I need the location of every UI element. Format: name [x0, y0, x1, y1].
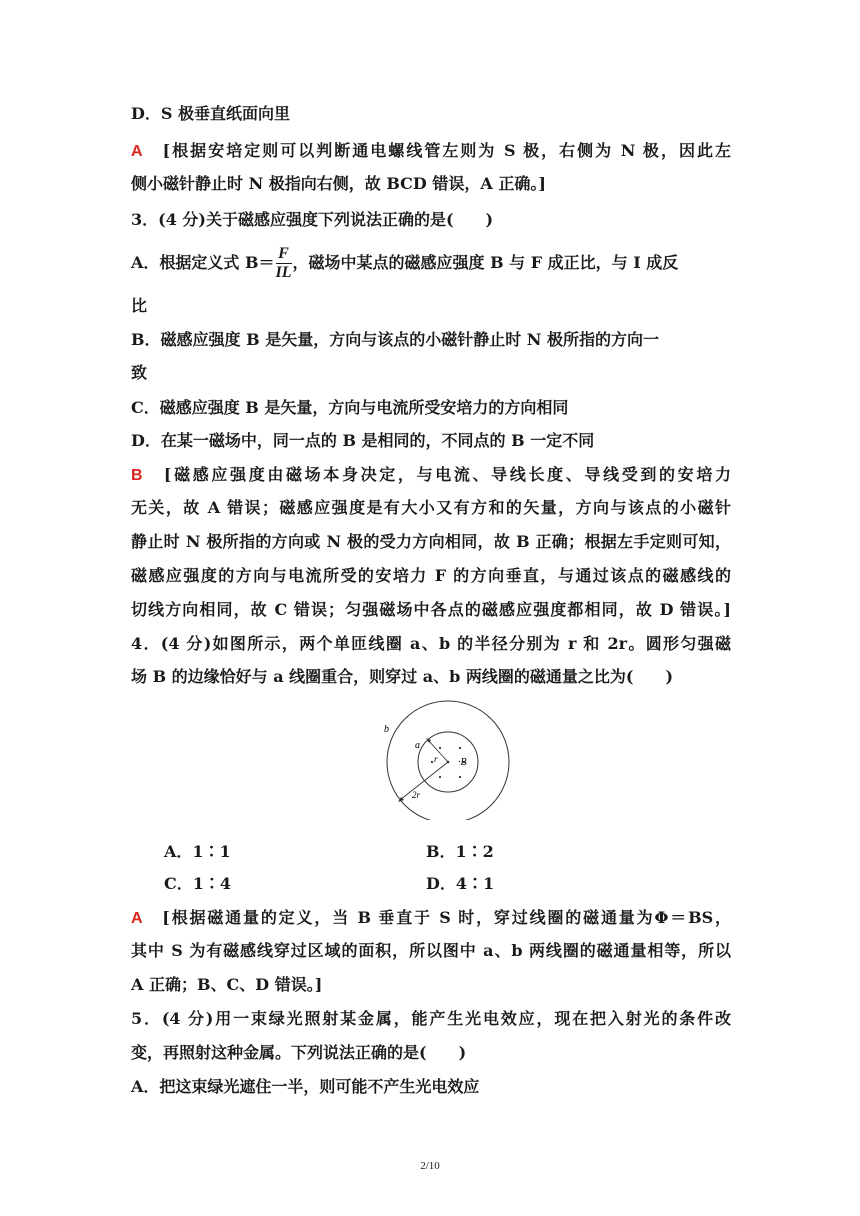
- option-a-line: A．把这束绿光遮住一半，则可能不产生光电效应: [131, 1077, 480, 1096]
- label-2r: 2r: [412, 790, 421, 800]
- wrap-line: 致: [131, 363, 148, 382]
- explanation-line: 静止时 N 极所指的方向或 N 极的受力方向相同，故 B 正确；根据左手定则可知，: [131, 532, 731, 551]
- option-a-line: A．根据定义式 B＝ $\frac{F}{IL}$ ，磁场中某点的磁感应强度 B 与 F 成正比，与 I 成反: [131, 245, 679, 281]
- explanation-line: 其中 S 为有磁感线穿过区域的面积，所以图中 a、b 两线圈的磁通量相等，所以: [131, 941, 731, 960]
- answer-letter: A: [131, 143, 143, 160]
- option-b-line: B．磁感应强度 B 是矢量，方向与该点的小磁针静止时 N 极所指的方向一: [131, 330, 659, 349]
- label-a: a: [415, 740, 420, 751]
- question-4-title-cont: 场 B 的边缘恰好与 a 线圈重合，则穿过 a、b 两线圈的磁通量之比为( ): [131, 667, 674, 686]
- option-a: A．1∶1: [164, 842, 231, 861]
- label-b: b: [384, 724, 389, 735]
- page-number: 2/10: [420, 1160, 440, 1172]
- answer-letter: A: [131, 910, 143, 927]
- option-d-line: D．在某一磁场中，同一点的 B 是相同的，不同点的 B 一定不同: [131, 431, 595, 450]
- question-4-title: 4．(4 分)如图所示，两个单匝线圈 a、b 的半径分别为 r 和 2r。圆形匀强磁: [131, 634, 731, 653]
- explanation-line: 侧小磁针静止时 N 极指向右侧，故 BCD 错误，A 正确。]: [131, 174, 546, 193]
- question-5-title: 5．(4 分)用一束绿光照射某金属，能产生光电效应，现在把入射光的条件改: [131, 1009, 731, 1028]
- wrap-line: 比: [131, 296, 148, 315]
- option-c-line: C．磁感应强度 B 是矢量，方向与电流所受安培力的方向相同: [131, 398, 569, 417]
- answer-letter: B: [131, 467, 143, 484]
- question-3-title: 3．(4 分)关于磁感应强度下列说法正确的是( ): [131, 210, 494, 229]
- radius-r: [428, 740, 448, 762]
- coil-figure: [378, 700, 518, 820]
- outer-coil-b: [387, 701, 509, 820]
- explanation-line: A [根据磁通量的定义，当 B 垂直于 S 时，穿过线圈的磁通量为Φ＝BS，: [131, 908, 731, 927]
- option-d-line: D．S 极垂直纸面向里: [131, 104, 291, 123]
- label-r: r: [434, 754, 438, 764]
- question-5-title-cont: 变，再照射这种金属。下列说法正确的是( ): [131, 1043, 467, 1062]
- option-c: C．1∶4: [164, 874, 232, 893]
- fraction: $\frac{F}{IL}$: [275, 245, 292, 281]
- option-b: B．1∶2: [426, 842, 494, 861]
- explanation-line: B [磁感应强度由磁场本身决定，与电流、导线长度、导线受到的安培力: [131, 465, 731, 484]
- radius-2r: [400, 762, 448, 800]
- label-field: ·B: [458, 757, 467, 768]
- explanation-line: A [根据安培定则可以判断通电螺线管左则为 S 极，右侧为 N 极，因此左: [131, 141, 731, 160]
- explanation-line: A 正确；B、C、D 错误。]: [131, 975, 323, 994]
- explanation-line: 无关，故 A 错误；磁感应强度是有大小又有方和的矢量，方向与该点的小磁针: [131, 498, 731, 517]
- option-d: D．4∶1: [426, 874, 495, 893]
- explanation-line: 磁感应强度的方向与电流所受的安培力 F 的方向垂直，与通过该点的磁感线的: [131, 566, 731, 585]
- explanation-line: 切线方向相同，故 C 错误；匀强磁场中各点的磁感应强度都相同，故 D 错误。]: [131, 600, 731, 619]
